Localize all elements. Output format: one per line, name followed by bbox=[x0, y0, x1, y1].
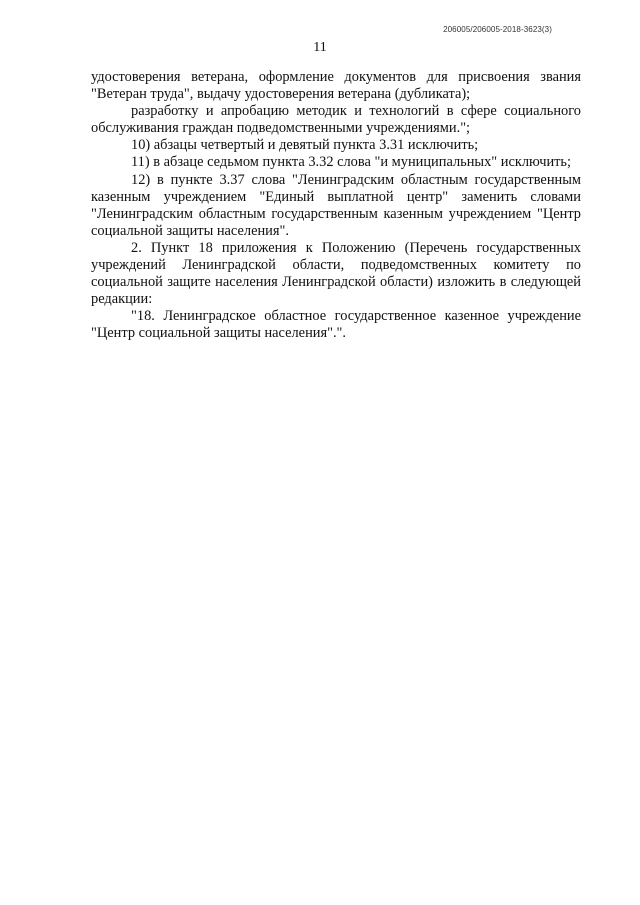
paragraph-methods-development: разработку и апробацию методик и технологий в сфере социального обслуживания граждан подведомственными учреждениями."; bbox=[91, 103, 581, 137]
paragraph-veteran-documents: удостоверения ветерана, оформление документов для присвоения звания "Ветеран труда", выдачу удостоверения ветерана (дубликата); bbox=[91, 69, 581, 103]
paragraph-item-18: "18. Ленинградское областное государственное казенное учреждение "Центр социальной защиты населения".". bbox=[91, 308, 581, 342]
page-number: 11 bbox=[313, 40, 327, 55]
paragraph-item-11: 11) в абзаце седьмом пункта 3.32 слова "и муниципальных" исключить; bbox=[131, 154, 571, 171]
paragraph-point-2: 2. Пункт 18 приложения к Положению (Перечень государственных учреждений Ленинградской области, подведомственных комитету по социальной защите населения Ленинградской области) изложить в следующей редакции: bbox=[91, 239, 581, 308]
paragraph-item-12: 12) в пункте 3.37 слова "Ленинградским областным государственным казенным учреждением "Единый выплатной центр" заменить словами "Ленинградским областным государственным казенным учреждением "Центр социальной защиты населения". bbox=[91, 171, 581, 239]
document-code: 206005/206005-2018-3623(3) bbox=[443, 25, 552, 34]
paragraph-item-10: 10) абзацы четвертый и девятый пункта 3.31 исключить; bbox=[131, 137, 479, 154]
document-body bbox=[91, 69, 581, 343]
